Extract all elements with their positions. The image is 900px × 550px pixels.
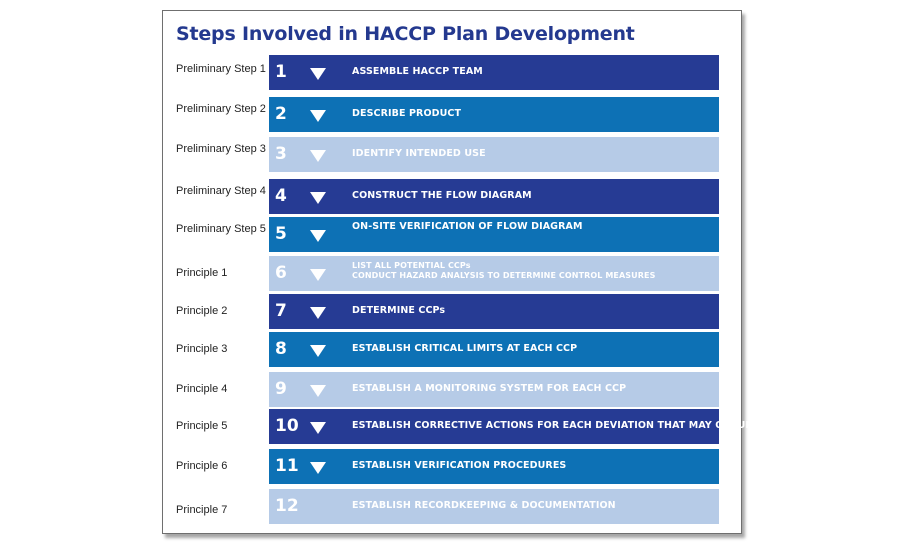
step-description-line: CONDUCT HAZARD ANALYSIS TO DETERMINE CONTROL MEASURES [352,271,656,280]
down-arrow-icon [310,307,326,319]
step-bar [269,449,719,484]
step-description-line: DETERMINE CCPs [352,305,446,316]
step-bar [269,372,719,407]
step-row [163,294,741,329]
step-description [352,108,461,119]
step-bar [269,294,719,329]
step-description [352,420,753,431]
step-description [352,343,577,354]
step-bar [269,217,719,252]
down-arrow-icon [310,422,326,434]
step-label: Preliminary Step 1 [176,63,266,75]
step-description-line: IDENTIFY INTENDED USE [352,148,486,159]
step-description-line: ON-SITE VERIFICATION OF FLOW DIAGRAM [352,221,583,232]
step-row [163,449,741,484]
diagram-title: Steps Involved in HACCP Plan Development [176,23,635,45]
step-row [163,332,741,367]
step-number: 11 [275,456,299,476]
down-arrow-icon [310,68,326,80]
step-row [163,55,741,90]
step-description-line: CONSTRUCT THE FLOW DIAGRAM [352,190,532,201]
step-row [163,179,741,214]
step-description [352,305,445,316]
step-bar [269,179,719,214]
step-number: 2 [275,104,287,124]
step-label: Principle 3 [176,343,228,355]
step-number: 5 [275,224,287,244]
step-row [163,137,741,172]
down-arrow-icon [310,150,326,162]
step-description-line: LIST ALL POTENTIAL CCPs [352,261,471,270]
step-description-line: ASSEMBLE HACCP TEAM [352,66,483,77]
down-arrow-icon [310,385,326,397]
step-description-line: ESTABLISH RECORDKEEPING & DOCUMENTATION [352,500,616,511]
step-number: 8 [275,339,287,359]
step-label: Preliminary Step 2 [176,103,266,115]
step-description [352,383,626,394]
step-label: Principle 6 [176,460,228,472]
step-description-line: ESTABLISH A MONITORING SYSTEM FOR EACH CCP [352,383,627,394]
step-bar [269,409,753,444]
down-arrow-icon [310,192,326,204]
step-bar [269,137,719,172]
down-arrow-icon [310,345,326,357]
step-label: Preliminary Step 3 [176,143,266,155]
step-description [352,460,566,471]
step-bar [269,256,719,291]
step-bar [269,332,719,367]
step-label: Principle 7 [176,504,228,516]
step-description [352,148,486,159]
step-description-line: ESTABLISH CRITICAL LIMITS AT EACH CCP [352,343,578,354]
step-label: Principle 4 [176,383,228,395]
step-number: 1 [275,62,287,82]
down-arrow-icon [310,110,326,122]
down-arrow-icon [310,230,326,242]
step-row [163,409,753,444]
step-bar [269,489,719,524]
step-number: 6 [275,263,287,283]
step-description [352,66,483,77]
step-number: 12 [275,496,299,516]
step-number: 4 [275,186,287,206]
step-row [163,217,741,252]
step-description-line: DESCRIBE PRODUCT [352,108,462,119]
step-number: 10 [275,416,299,436]
step-description [352,261,655,281]
step-bar [269,55,719,90]
step-label: Preliminary Step 5 [176,223,266,235]
down-arrow-icon [310,269,326,281]
step-number: 7 [275,301,287,321]
step-bar [269,97,719,132]
step-description [352,221,583,232]
step-description-line: ESTABLISH VERIFICATION PROCEDURES [352,460,567,471]
step-number: 9 [275,379,287,399]
step-row [163,256,741,291]
step-label: Principle 1 [176,267,228,279]
step-description-line: ESTABLISH CORRECTIVE ACTIONS FOR EACH DEVIATION THAT MAY OCCUR [352,420,753,431]
step-label: Preliminary Step 4 [176,185,266,197]
step-row [163,372,741,407]
haccp-diagram-panel [162,10,753,534]
step-description [352,500,616,511]
step-description [352,190,532,201]
step-number: 3 [275,144,287,164]
step-row [163,97,741,132]
down-arrow-icon [310,462,326,474]
step-label: Principle 2 [176,305,228,317]
step-row [163,489,741,524]
step-label: Principle 5 [176,420,228,432]
